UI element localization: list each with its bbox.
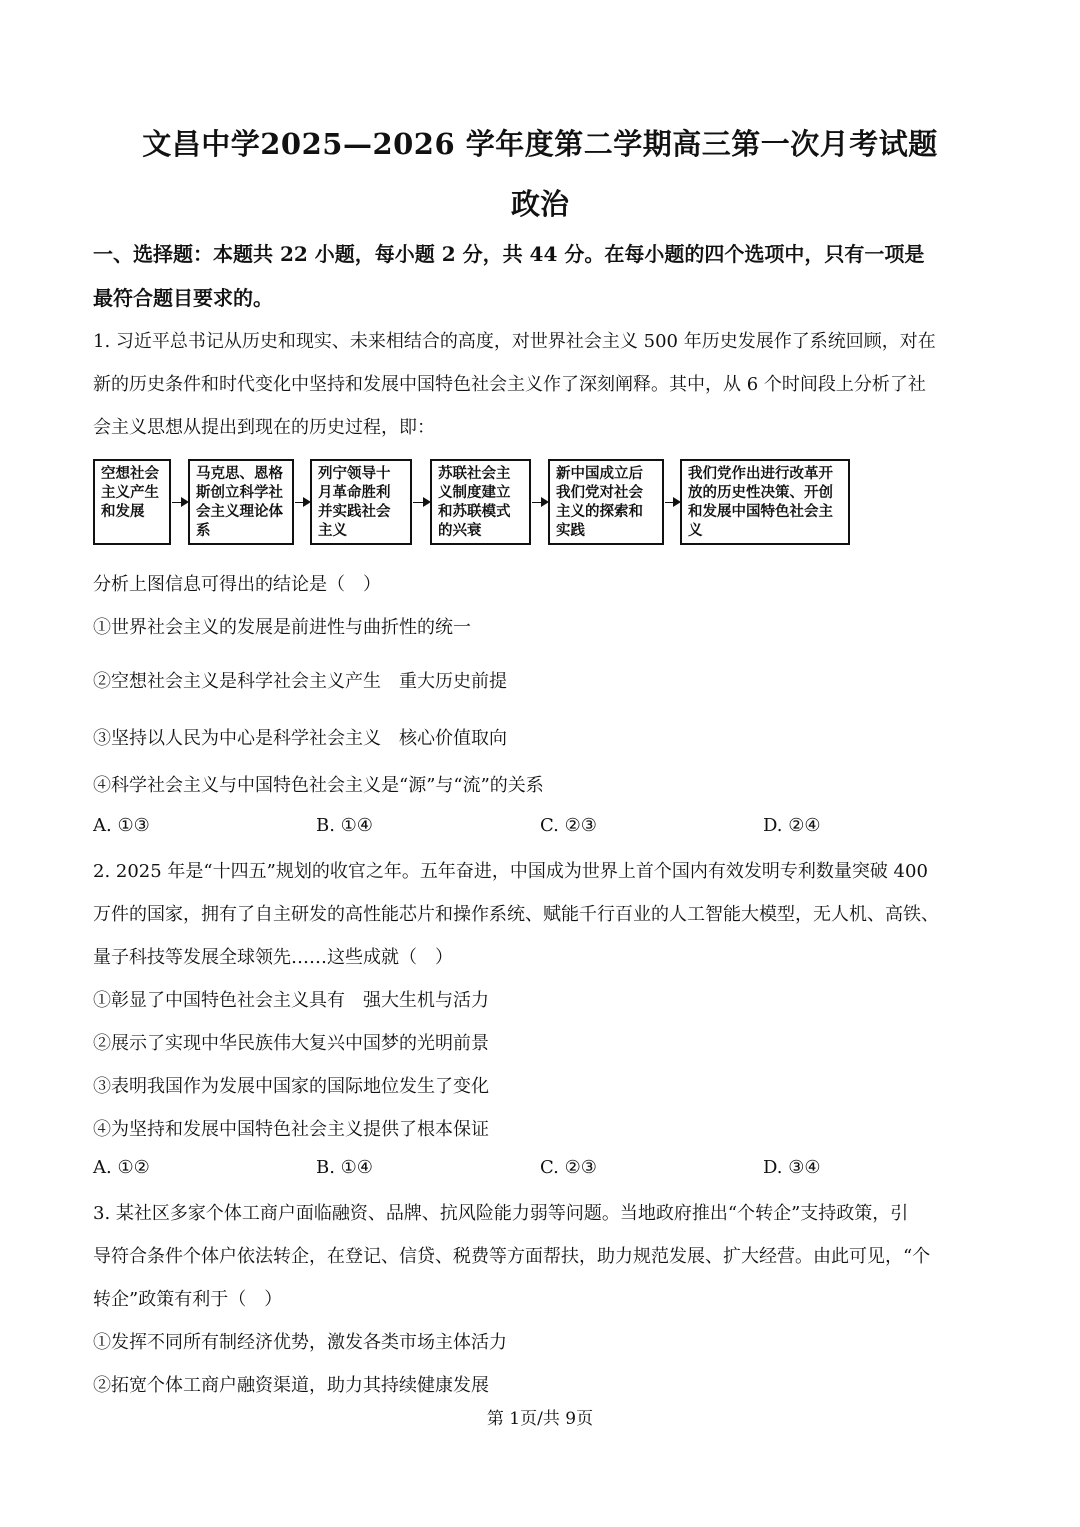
exam-title: 文昌中学2025—2026 学年度第二学期高三第一次月考试题 (142, 127, 938, 161)
q1-item: ②空想社会主义是科学社会主义产生 重大历史前提 (93, 671, 507, 692)
arrow-right-icon (172, 502, 187, 503)
arrow-right-icon (413, 502, 429, 503)
flow-box: 我们党作出进行改革开放的历史性决策、开创和发展中国特色社会主义 (680, 459, 850, 545)
arrow-right-icon (532, 502, 547, 503)
arrow-right-icon (295, 502, 309, 503)
q1-choice-b[interactable]: B. ①④ (316, 815, 373, 836)
q1-prompt: 分析上图信息可得出的结论是（ ） (93, 574, 381, 595)
q1-item: ③坚持以人民为中心是科学社会主义 核心价值取向 (93, 728, 507, 749)
q1-item: ④科学社会主义与中国特色社会主义是“源”与“流”的关系 (93, 775, 544, 796)
q3-stem-line: 转企”政策有利于（ ） (93, 1289, 283, 1310)
q1-item: ①世界社会主义的发展是前进性与曲折性的统一 (93, 617, 471, 638)
q2-item: ④为坚持和发展中国特色社会主义提供了根本保证 (93, 1119, 489, 1140)
q1-stem-line: 新的历史条件和时代变化中坚持和发展中国特色社会主义作了深刻阐释。其中，从 6 个时间段上分析了社 (93, 374, 926, 395)
q2-stem-line: 2. 2025 年是“十四五”规划的收官之年。五年奋进，中国成为世界上首个国内有效发明专利数量突破 400 (93, 861, 928, 882)
subject-title: 政治 (510, 187, 569, 221)
q2-stem-line: 万件的国家，拥有了自主研发的高性能芯片和操作系统、赋能千行百业的人工智能大模型，无人机、高铁、 (93, 904, 939, 925)
q1-choice-c[interactable]: C. ②③ (540, 815, 597, 836)
q2-stem-line: 量子科技等发展全球领先……这些成就（ ） (93, 947, 453, 968)
flow-box: 列宁领导十月革命胜利并实践社会主义 (310, 459, 412, 545)
flow-box: 新中国成立后我们党对社会主义的探索和实践 (548, 459, 664, 545)
q2-item: ①彰显了中国特色社会主义具有 强大生机与活力 (93, 990, 489, 1011)
flow-box: 苏联社会主义制度建立和苏联模式的兴衰 (430, 459, 531, 545)
flow-box: 马克思、恩格斯创立科学社会主义理论体系 (188, 459, 294, 545)
q2-choice-d[interactable]: D. ③④ (763, 1157, 821, 1178)
q3-stem-line: 导符合条件个体户依法转企，在登记、信贷、税费等方面帮扶，助力规范发展、扩大经营。由此可见，“个 (93, 1246, 931, 1267)
q3-item: ②拓宽个体工商户融资渠道，助力其持续健康发展 (93, 1375, 489, 1396)
flow-box: 空想社会主义产生和发展 (93, 459, 171, 545)
q2-item: ②展示了实现中华民族伟大复兴中国梦的光明前景 (93, 1033, 489, 1054)
q1-choice-a[interactable]: A. ①③ (93, 815, 150, 836)
q2-item: ③表明我国作为发展中国家的国际地位发生了变化 (93, 1076, 489, 1097)
q3-item: ①发挥不同所有制经济优势，激发各类市场主体活力 (93, 1332, 507, 1353)
section-heading-line2: 最符合题目要求的。 (93, 286, 273, 310)
q2-choice-c[interactable]: C. ②③ (540, 1157, 597, 1178)
arrow-right-icon (665, 502, 679, 503)
q1-choice-d[interactable]: D. ②④ (763, 815, 821, 836)
q3-stem-line: 3. 某社区多家个体工商户面临融资、品牌、抗风险能力弱等问题。当地政府推出“个转企”支持政策，引 (93, 1203, 909, 1224)
q1-stem-line: 1. 习近平总书记从历史和现实、未来相结合的高度，对世界社会主义 500 年历史发展作了系统回顾，对在 (93, 331, 936, 352)
q2-choice-a[interactable]: A. ①② (93, 1157, 150, 1178)
page-number: 第 1页/共 9页 (486, 1409, 594, 1429)
q2-choice-b[interactable]: B. ①④ (316, 1157, 373, 1178)
section-heading-line1: 一、选择题：本题共 22 小题，每小题 2 分，共 44 分。在每小题的四个选项中，只有一项是 (93, 242, 925, 266)
q1-stem-line: 会主义思想从提出到现在的历史过程，即： (93, 417, 435, 438)
